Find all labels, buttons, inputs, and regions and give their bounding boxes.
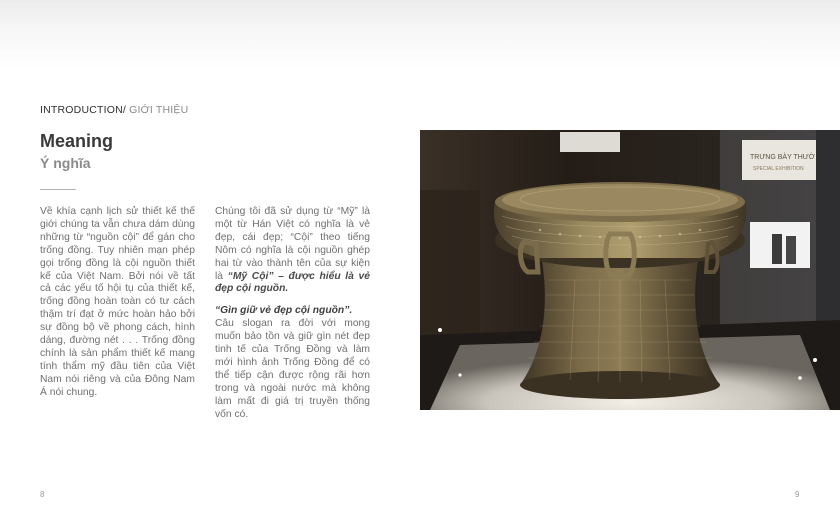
slogan: “Gìn giữ vẻ đẹp cội nguồn”. [215,305,353,317]
body-column-2-intro: Chúng tôi đã sử dụng từ “Mỹ” là một từ Hán Việt có nghĩa là vẻ đẹp, cái đẹp; “Cội” theo tiếng Nôm có nghĩa là cội nguồn ghép hai từ vào thành tên của sự kiện là [215,206,370,282]
body-column-2-after: Câu slogan ra đời với mong muốn bảo tồn và giữ gìn nét đẹp tinh tế của Trống Đồng và làm mới hình ảnh Trống Đồng để có thể tiếp cận được rộng rãi hơn trong và ngoài nước mà không làm mất đi giá trị truyền thống vốn có. [215,318,370,420]
body-column-2-paragraph [215,206,370,296]
exhibit-sign-line-1: TRƯNG BÀY THƯỜ [750,154,815,161]
bronze-drum-photo [420,130,840,410]
page-title: Meaning [40,131,114,151]
exhibit-sign-line-2: SPECIAL EXHIBITION [753,166,804,172]
bronze-drum-illustration [420,130,840,410]
body-column-1-text: Về khía cạnh lịch sử thiết kế thế giới chúng ta vẫn chưa dám dùng những từ “nguồn cội” để gán cho trống đồng. Tuy nhiên mạn phép gọi trống đồng là cội nguồn thiết kế của Việt Nam. Bởi nói về tất cả các yếu tố hội tụ của thiết kế, trống đồng hoàn toàn có tư cách thậm trí đạt ở mức hoàn hảo bởi sự đồng bộ về phong cách, hình dáng, đường nét . . . Trống đồng chính là sản phẩm thiết kế mang tính thẩm mỹ đầu tiên của Việt Nam nói riêng và của Đông Nam Á nói chung. [40,206,195,398]
body-column-1 [40,206,195,400]
section-label-vi: GIỚI THIỆU [126,104,189,116]
title-divider [40,189,76,190]
page-number-left: 8 [40,490,45,499]
section-label-en: INTRODUCTION/ [40,104,127,116]
body-column-2-emphasis: “Mỹ Cội” – được hiểu là vẻ đẹp cội nguồn. [215,270,370,295]
body-column-2 [215,206,370,422]
top-shade [0,0,840,70]
page-subtitle: Ý nghĩa [40,155,91,171]
section-label [40,104,188,116]
page-number-right: 9 [795,490,800,499]
